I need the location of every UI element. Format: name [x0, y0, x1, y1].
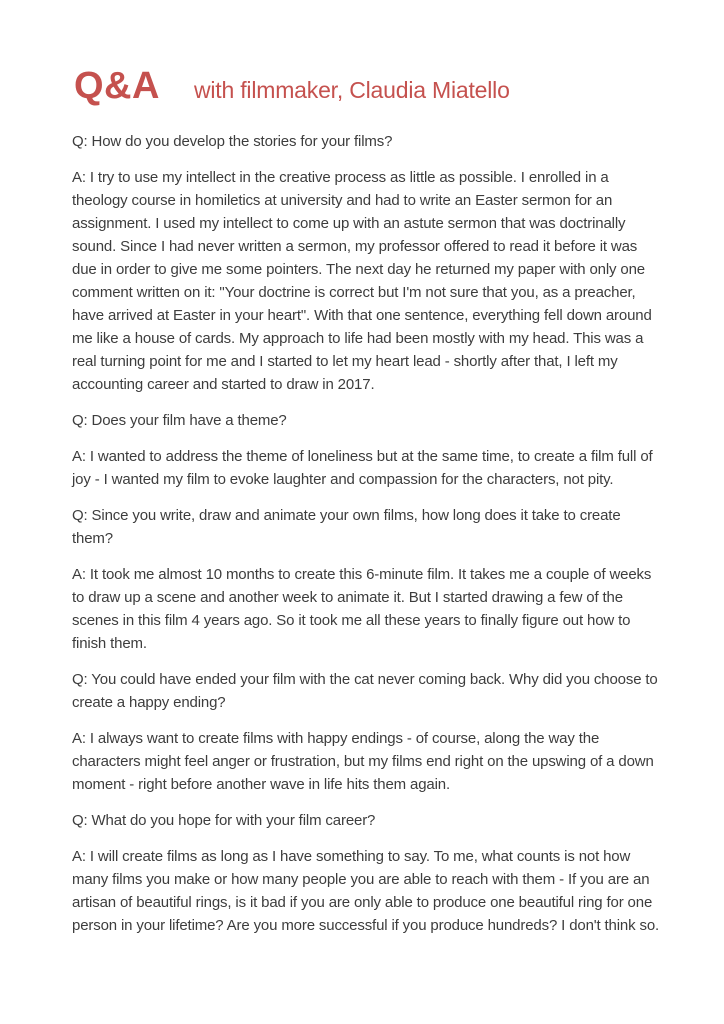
- question-text: Q: Since you write, draw and animate your own films, how long does it take to create them?: [72, 507, 621, 547]
- question-text: Q: What do you hope for with your film career?: [72, 812, 376, 829]
- answer-text: A: I try to use my intellect in the creative process as little as possible. I enrolled in a theology course in homiletics at university and had to write an Easter sermon for an assignment. I used my intellect to come up with an astute sermon that was doctrinally sound. Since I had never written a sermon, my professor offered to read it before it was due in order to give me some pointers. The next day he returned my paper with only one comment written on it: "Your doctrine is correct but I'm not sure that you, as a preacher, have arrived at Easter in your heart". With that one sentence, everything fell down around me like a house of cards. My approach to life had been mostly with my head. This was a real turning point for me and I started to let my heart lead - shortly after that, I left my accounting career and started to draw in 2017.: [72, 169, 652, 393]
- answer-text: A: I always want to create films with happy endings - of course, along the way the characters might feel anger or frustration, but my films end right on the upswing of a down moment - right before another wave in life hits them again.: [72, 730, 654, 793]
- qa-item: [72, 130, 664, 396]
- page-header: [74, 66, 664, 106]
- question-text: Q: You could have ended your film with the cat never coming back. Why did you choose to create a happy ending?: [72, 671, 658, 711]
- answer-text: A: I wanted to address the theme of loneliness but at the same time, to create a film full of joy - I wanted my film to evoke laughter and compassion for the characters, not pity.: [72, 448, 653, 488]
- qa-item: [72, 504, 664, 655]
- qa-item: [72, 809, 664, 937]
- question-text: Q: How do you develop the stories for your films?: [72, 133, 393, 150]
- qa-list: [72, 130, 664, 937]
- answer-text: A: I will create films as long as I have something to say. To me, what counts is not how many films you make or how many people you are able to reach with them - If you are an artisan of beautiful rings, is it bad if you are only able to produce one beautiful ring for one person in your lifetime? Are you more successful if you produce hundreds? I don't think so.: [72, 848, 660, 934]
- page-title: Q&A: [74, 65, 160, 107]
- answer-text: A: It took me almost 10 months to create this 6-minute film. It takes me a couple of weeks to draw up a scene and another week to animate it. But I started drawing a few of the scenes in this film 4 years ago. So it took me all these years to finally figure out how to finish them.: [72, 566, 652, 652]
- question-text: Q: Does your film have a theme?: [72, 412, 287, 429]
- qa-item: [72, 668, 664, 796]
- qa-item: [72, 409, 664, 491]
- page-subtitle: with filmmaker, Claudia Miatello: [193, 77, 510, 103]
